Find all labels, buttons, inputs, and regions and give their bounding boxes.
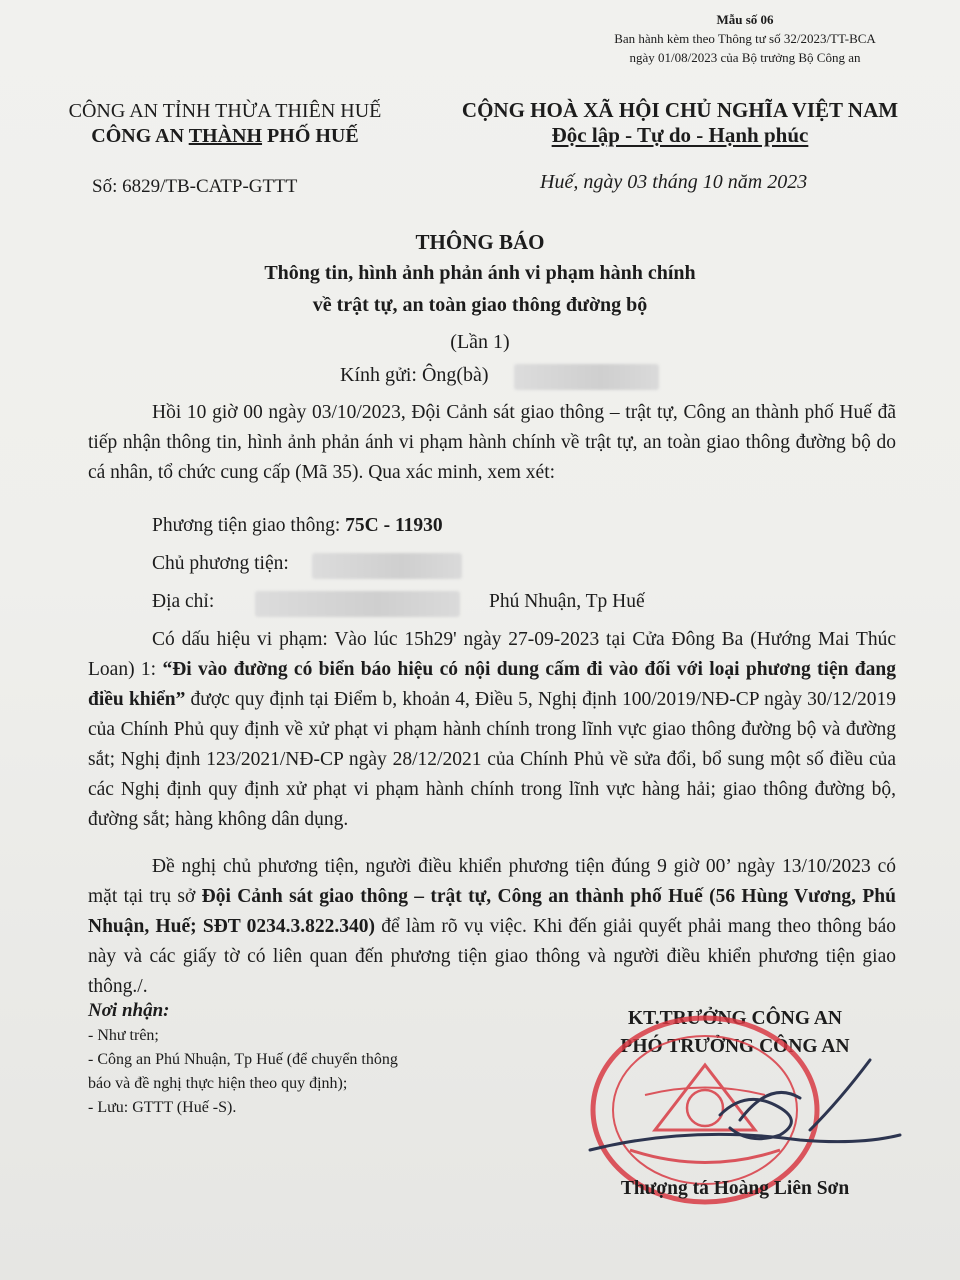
document-title: THÔNG BÁO — [415, 230, 545, 254]
document-subtitle-1: Thông tin, hình ảnh phản ánh vi phạm hành chính — [264, 262, 696, 284]
document-subtitle-2: về trật tự, an toàn giao thông đường bộ — [312, 294, 648, 316]
redacted-address — [255, 591, 460, 617]
paragraph-intro: Hồi 10 giờ 00 ngày 03/10/2023, Đội Cảnh sát giao thông – trật tự, Công an thành phố Huế đã tiếp nhận thông tin, hình ảnh phản ánh vi phạm hành chính về trật tự, an toàn giao thông đường bộ do cá nhân, tổ chức cung cấp (Mã 35). Qua xác minh, xem xét: — [88, 402, 896, 483]
agency-header — [30, 99, 420, 149]
nation-header — [430, 98, 930, 148]
notice-round: (Lần 1) — [450, 331, 510, 353]
agency-parent: CÔNG AN TỈNH THỪA THIÊN HUẾ — [68, 100, 382, 122]
agency-name — [30, 124, 420, 149]
recipient-label: Kính gửi: Ông(bà) — [340, 364, 489, 386]
violation-description: “Đi vào đường có biển báo hiệu có nội dung cấm đi vào đối với loại phương tiện đang điều khiển” — [88, 659, 897, 710]
vehicle-line — [152, 515, 443, 537]
redacted-recipient-name — [514, 364, 659, 390]
redacted-owner-name — [312, 553, 462, 579]
address-label: Địa chỉ: — [152, 591, 215, 612]
form-issued-line2: ngày 01/08/2023 của Bộ trưởng Bộ Công an — [629, 50, 861, 65]
nation-motto: Độc lập - Tự do - Hạnh phúc — [551, 123, 809, 147]
violation-text-a: Có dấu hiệu vi phạm: Vào lúc 15h29' ngày 27-09-2023 tại Cửa Đông Ba (Hướng Mai Thúc Loan) 1: — [88, 629, 896, 680]
owner-label: Chủ phương tiện: — [152, 553, 289, 574]
violation-text-b: được quy định tại Điểm b, khoản 4, Điều 5, Nghị định 100/2019/NĐ-CP ngày 30/12/2019 của Chính Phủ quy định về xử phạt vi phạm hành chính trong lĩnh vực giao thông đường bộ và đường sắt; Nghị định 123/2021/NĐ-CP ngày 28/12/2021 của Chính Phủ về sửa đổi, bổ sung một số điều của các Nghị định quy định xử phạt vi phạm hành chính trong lĩnh vực hàng hải; giao thông đường bộ, đường sắt; hàng không dân dụng. — [88, 689, 897, 830]
form-number: Mẫu số 06 — [716, 12, 774, 27]
agency-name-mid: THÀNH — [188, 125, 263, 147]
vehicle-label: Phương tiện giao thông: — [152, 515, 346, 536]
paragraph-request — [88, 852, 896, 1002]
form-issued-line1: Ban hành kèm theo Thông tư số 32/2023/TT-BCA — [614, 31, 876, 46]
recipient-item-2b: báo và đề nghị thực hiện theo quy định); — [88, 1075, 348, 1092]
recipient-item-2: - Công an Phú Nhuận, Tp Huế (để chuyển thông — [88, 1051, 398, 1068]
vehicle-plate: 75C - 11930 — [345, 515, 443, 536]
recipient-item-1: - Như trên; — [88, 1027, 159, 1044]
recipient-line — [340, 364, 489, 387]
request-office: Đội Cảnh sát giao thông – trật tự, Công an thành phố Huế (56 Hùng Vương, Phú Nhuận, Huế; SĐT 0234.3.822.340) — [88, 886, 896, 937]
nation-name: CỘNG HOÀ XÃ HỘI CHỦ NGHĨA VIỆT NAM — [461, 98, 899, 122]
recipient-item-3: - Lưu: GTTT (Huế -S). — [88, 1099, 237, 1116]
agency-name-prefix: CÔNG AN — [91, 125, 189, 147]
agency-name-suffix: PHỐ HUẾ — [262, 125, 359, 147]
request-text-a: Đề nghị chủ phương tiện, người điều khiển phương tiện đúng 9 giờ 00’ ngày 13/10/2023 có mặt tại trụ sở — [88, 856, 896, 907]
request-text-b: để làm rõ vụ việc. Khi đến giải quyết phải mang theo thông báo này và các giấy tờ có liên quan đến phương tiện giao thông và người điều khiển phương tiện giao thông./. — [88, 916, 896, 997]
signer-name: Thượng tá Hoàng Liên Sơn — [620, 1178, 850, 1199]
paragraph-violation — [88, 625, 896, 835]
recipients-title: Nơi nhận: — [88, 1000, 170, 1021]
address-value: Phú Nhuận, Tp Huế — [489, 591, 645, 612]
handwritten-signature — [570, 1020, 910, 1180]
issue-date: Huế, ngày 03 tháng 10 năm 2023 — [540, 171, 808, 193]
form-reference — [540, 10, 950, 67]
signer-title-1: KT.TRƯỞNG CÔNG AN — [628, 1008, 842, 1029]
document-number: Số: 6829/TB-CATP-GTTT — [92, 176, 298, 197]
signer-title-2: PHÓ TRƯỞNG CÔNG AN — [620, 1036, 850, 1057]
owner-line — [152, 553, 289, 575]
